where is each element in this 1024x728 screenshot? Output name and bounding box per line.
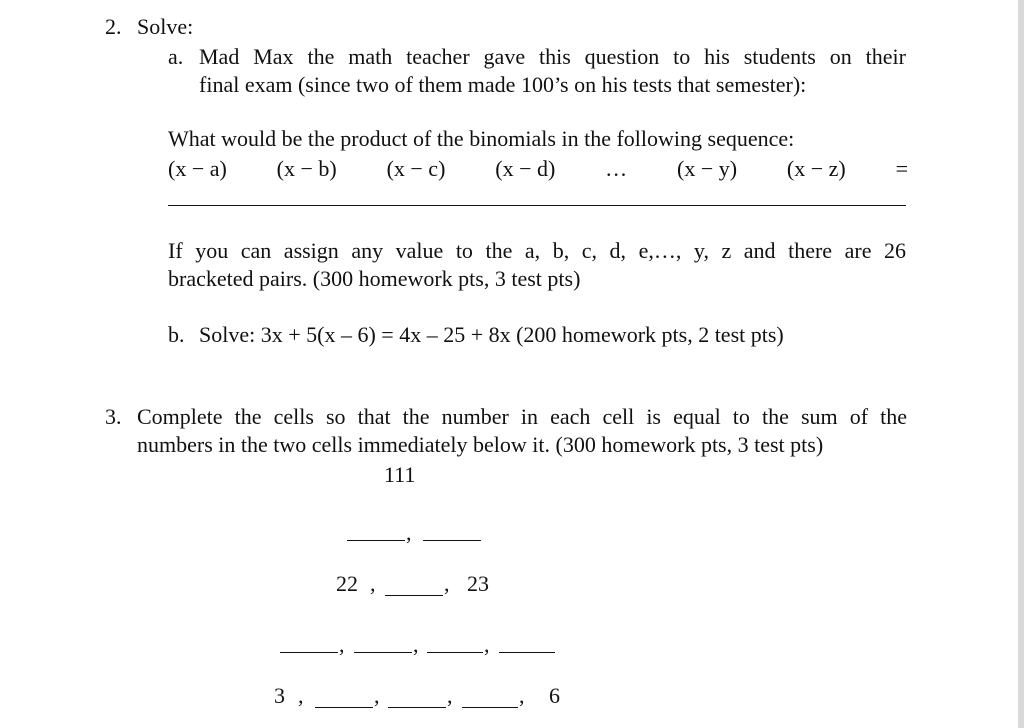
- q2a-condition-line1: If you can assign any value to the a, b, c, d, e,…, y, z and there are 26: [168, 238, 906, 263]
- binomial: (x − d): [495, 156, 556, 181]
- answer-line: [168, 205, 906, 206]
- binomial: (x − a): [168, 156, 227, 181]
- pyramid-comma: ,: [484, 632, 490, 657]
- pyramid-blank: [385, 595, 443, 596]
- q2a-line2: final exam (since two of them made 100’s on his tests that semester):: [199, 72, 807, 97]
- pyramid-blank: [315, 707, 373, 708]
- q2b-text: Solve: 3x + 5(x – 6) = 4x – 25 + 8x (200 homework pts, 2 test pts): [199, 322, 784, 347]
- q2a-line1: Mad Max the math teacher gave this question to his students on their: [199, 44, 906, 69]
- q2a-prompt: What would be the product of the binomials in the following sequence:: [168, 126, 795, 151]
- pyramid-comma: ,: [413, 632, 419, 657]
- pyramid-blank: [427, 652, 483, 653]
- ellipsis: …: [605, 156, 628, 181]
- binomial: (x − z): [786, 156, 846, 181]
- pyramid-comma: ,: [339, 632, 345, 657]
- pyramid-blank: [423, 540, 481, 541]
- q2-title: Solve:: [137, 14, 194, 39]
- binomial-sequence: [168, 156, 908, 182]
- q2a-label: a.: [168, 44, 184, 69]
- pyramid-comma: ,: [444, 571, 450, 596]
- q3-line1: Complete the cells so that the number in each cell is equal to the sum of the: [137, 404, 907, 429]
- q2a-condition-line2: bracketed pairs. (300 homework pts, 3 test pts): [168, 266, 581, 291]
- pyramid-blank: [388, 707, 446, 708]
- q2-number: 2.: [105, 14, 122, 39]
- equals-sign: =: [895, 156, 908, 181]
- binomial: (x − b): [276, 156, 337, 181]
- pyramid-value-3: 3: [274, 683, 285, 708]
- pyramid-blank: [347, 540, 405, 541]
- pyramid-blank: [354, 652, 412, 653]
- q3-line2: numbers in the two cells immediately below it. (300 homework pts, 3 test pts): [137, 432, 824, 457]
- pyramid-comma: ,: [447, 683, 453, 708]
- pyramid-comma: ,: [406, 520, 412, 545]
- pyramid-blank: [462, 707, 518, 708]
- pyramid-top-value: 111: [384, 462, 416, 487]
- pyramid-comma: ,: [519, 683, 525, 708]
- pyramid-value-22: 22: [336, 571, 358, 596]
- pyramid-comma: ,: [370, 571, 376, 596]
- pyramid-value-6: 6: [549, 683, 560, 708]
- q2b-label: b.: [168, 322, 185, 347]
- pyramid-blank: [499, 652, 555, 653]
- binomial: (x − y): [677, 156, 738, 181]
- page-edge-shadow: [1018, 0, 1024, 728]
- pyramid-blank: [280, 652, 338, 653]
- pyramid-comma: ,: [374, 683, 380, 708]
- binomial: (x − c): [386, 156, 446, 181]
- pyramid-value-23: 23: [467, 571, 489, 596]
- q3-number: 3.: [105, 404, 122, 429]
- pyramid-comma: ,: [298, 683, 304, 708]
